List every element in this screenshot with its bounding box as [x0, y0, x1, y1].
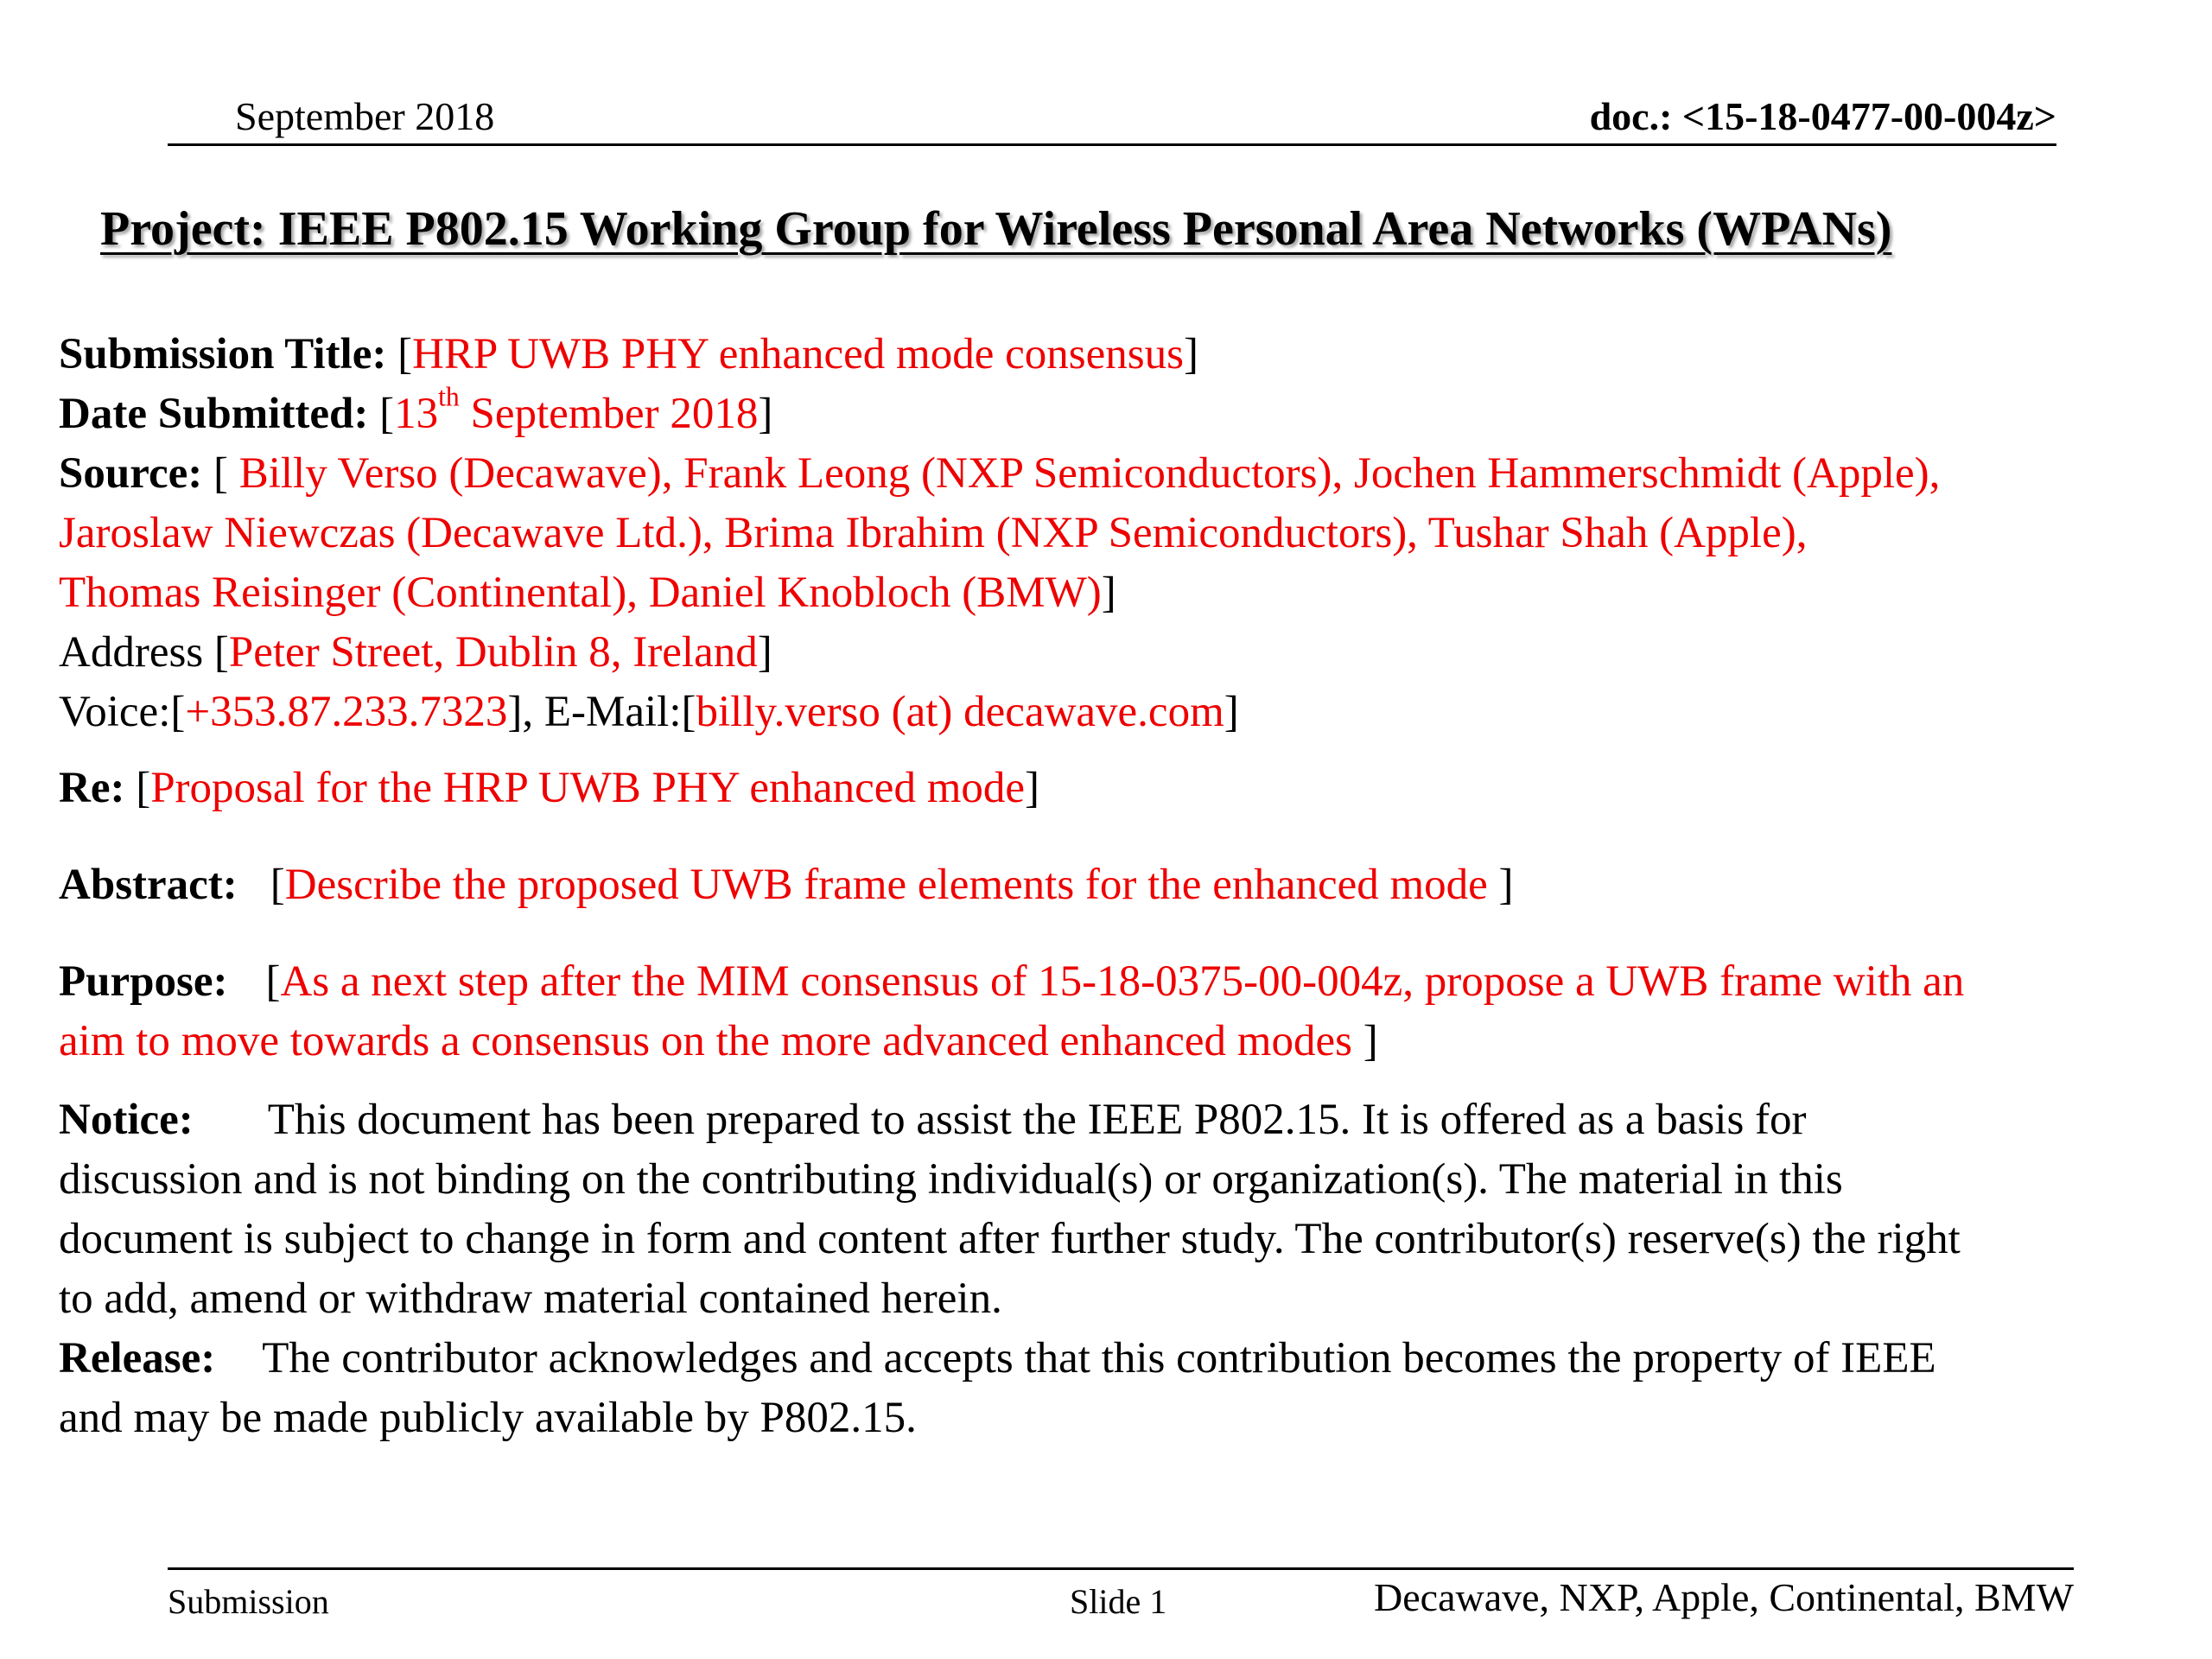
address-line: Address [Peter Street, Dublin 8, Ireland] [59, 628, 772, 677]
notice-text-1: This document has been prepared to assist the IEEE P802.15. It is offered as a basis for [267, 1096, 1807, 1144]
voice-number: +353.87.233.7323 [185, 688, 508, 736]
contact-line: Voice:[+353.87.233.7323], E-Mail:[billy.verso (at) decawave.com] [59, 688, 1239, 736]
purpose-text-2: aim to move towards a consensus on the more advanced enhanced modes [59, 1017, 1363, 1065]
date-submitted-label: Date Submitted: [59, 390, 369, 438]
footer-submission: Submission [168, 1582, 329, 1621]
source-line-1: Source: [ Billy Verso (Decawave), Frank Leong (NXP Semiconductors), Jochen Hammerschmidt (Apple), [59, 449, 1941, 498]
release-text-2: and may be made publicly available by P802.15. [59, 1394, 917, 1442]
address-label: Address [59, 628, 204, 677]
notice-release-section [59, 1090, 2202, 1448]
submission-title-value: HRP UWB PHY enhanced mode consensus [412, 330, 1184, 378]
source-line-3: Thomas Reisinger (Continental), Daniel Knobloch (BMW)] [59, 569, 1116, 617]
email-label: , E-Mail: [522, 688, 682, 736]
notice-label: Notice: [59, 1096, 194, 1144]
re-section: Re: [Proposal for the HRP UWB PHY enhanced mode] [59, 764, 1039, 812]
release-label: Release: [59, 1334, 216, 1382]
footer-rule [168, 1567, 2074, 1570]
abstract-section: Abstract: [Describe the proposed UWB frame elements for the enhanced mode ] [59, 861, 1514, 909]
date-day-suffix: th [438, 381, 460, 412]
source-authors-2: Jaroslaw Niewczas (Decawave Ltd.), Brima Ibrahim (NXP Semiconductors), Tushar Shah (Apple), [59, 509, 1808, 557]
source-label: Source: [59, 449, 203, 498]
submission-title-line: Submission Title: [HRP UWB PHY enhanced mode consensus] [59, 330, 1198, 378]
re-label: Re: [59, 764, 125, 812]
voice-label: Voice: [59, 688, 171, 736]
source-authors-3: Thomas Reisinger (Continental), Daniel Knobloch (BMW) [59, 569, 1102, 617]
purpose-label: Purpose: [59, 957, 228, 1006]
submission-title-label: Submission Title: [59, 330, 387, 378]
abstract-value: Describe the proposed UWB frame elements for the enhanced mode [284, 861, 1499, 909]
header-rule [168, 143, 2056, 146]
footer-authors: Decawave, NXP, Apple, Continental, BMW [1374, 1575, 2074, 1619]
abstract-label: Abstract: [59, 861, 238, 909]
email-address: billy.verso (at) decawave.com [696, 688, 1224, 736]
submission-metadata [59, 325, 2202, 742]
header-doc-id: doc.: <15-18-0477-00-004z> [1589, 94, 2056, 138]
notice-text-4: to add, amend or withdraw material contained herein. [59, 1274, 1002, 1323]
notice-text-2: discussion and is not binding on the contributing individual(s) or organization(s). The material in this [59, 1155, 1843, 1204]
address-value: Peter Street, Dublin 8, Ireland [228, 628, 758, 677]
re-value: Proposal for the HRP UWB PHY enhanced mode [150, 764, 1025, 812]
source-authors-1: Billy Verso (Decawave), Frank Leong (NXP Semiconductors), Jochen Hammerschmidt (Apple), [238, 449, 1941, 498]
release-text-1: The contributor acknowledges and accepts that this contribution becomes the property of IEEE [262, 1334, 1936, 1382]
footer-slide-number: Slide 1 [1070, 1582, 1167, 1621]
date-submitted-line: Date Submitted: [13th September 2018] [59, 381, 773, 438]
date-day: 13 [394, 390, 439, 438]
notice-text-3: document is subject to change in form and content after further study. The contributor(s) reserve(s) the right [59, 1215, 1961, 1263]
purpose-section: Purpose: [As a next step after the MIM consensus of 15-18-0375-00-004z, propose a UWB frame with an aim to move towards a consensus on the more advanced enhanced modes ] [59, 957, 1965, 1065]
header-date: September 2018 [235, 94, 495, 138]
purpose-text-1: As a next step after the MIM consensus of 15-18-0375-00-004z, propose a UWB frame with an [280, 957, 1965, 1006]
project-title: Project: IEEE P802.15 Working Group for Wireless Personal Area Networks (WPANs) [100, 202, 1892, 256]
date-month-year: September 2018 [459, 390, 759, 438]
